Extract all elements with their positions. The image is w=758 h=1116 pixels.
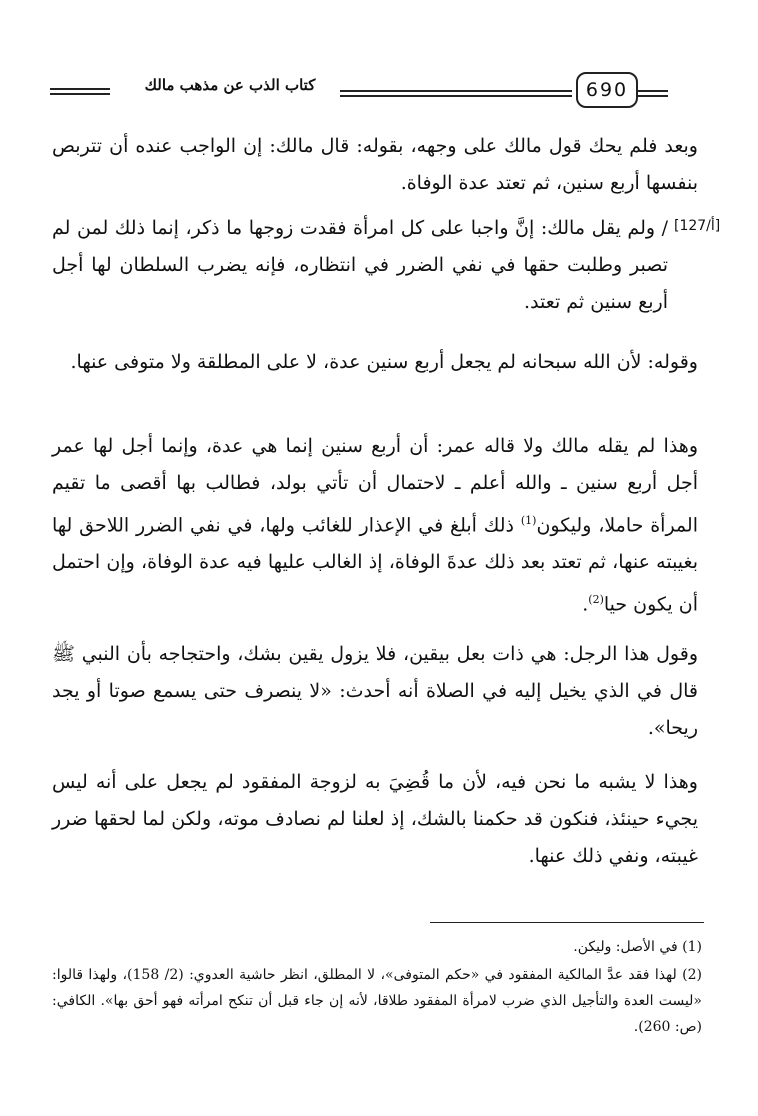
footnote-ref-1: (1): [520, 514, 537, 527]
page-header: [40, 68, 720, 114]
paragraph-1: وبعد فلم يحك قول مالك على وجهه، بقوله: قال مالك: إن الواجب عنده أن تتربص بنفسها أربع سنين، ثم تعتد عدة الوفاة.: [52, 135, 698, 194]
header-ornament-left: [50, 88, 110, 98]
paragraph-4-start: وهذا لم يقله مالك ولا قاله عمر: أن أربع سنين إنما هي عدة، وإنما أجل لها عمر أجل أربع سنين ـ والله أعلم ـ لاحتمال أن تأتي بولد، فطالب بها أقصى ما تقيم المرأة حاملا، وليكون: [52, 435, 698, 537]
paragraph-4-end: ذلك أبلغ في الإعذار للغائب ولها، في نفي الضرر اللاحق لها بغيبته عنها، ثم تعتد بعد ذلك عدةَ الوفاة، إذ الغالب عليها فيه عدة الوفاة، وإن احتمل أن يكون حيا: [52, 514, 698, 616]
header-rule: [340, 90, 572, 100]
footnote-ref-2: (2): [588, 593, 604, 607]
paragraph-6: وهذا لا يشبه ما نحن فيه، لأن ما قُضِيَ به لزوجة المفقود لم يجعل على أنه ليس يجيء حينئذ، فنكون قد حكمنا بالشك، إذ لعلنا لم نصادف موته، ولكن لما لحقها ضرر غيبته، ونفي ذلك عنها.: [52, 771, 698, 867]
paragraph-2: / ولم يقل مالك: إنَّ واجبا على كل امرأة فقدت زوجها ما ذكر، إنما ذلك لمن لم تصبر وطلبت حقها في نفي الضرر في انتظاره، فإنه يضرب السلطان لها أجل أربع سنين ثم تعتد.: [52, 217, 668, 313]
paragraph-4: وهذا لم يقله مالك ولا قاله عمر: أن أربع سنين إنما هي عدة، وإنما أجل لها عمر أجل أربع سنين ـ والله أعلم ـ لاحتمال أن تأتي بولد، فطالب بها أقصى ما تقيم المرأة حاملا، وليكون$^{(1)}$ ذلك أبلغ في الإعذار للغائب ولها، في نفي الضرر اللاحق لها بغيبته عنها، ثم تعتد بعد ذلك عدةَ الوفاة، إذ الغالب عليها فيه عدة الوفاة، وإن احتمل أن يكون حيا$^{(2)}$.: [52, 435, 698, 616]
footnote-1: (1) في الأصل: وليكن.: [573, 939, 702, 955]
header-ornament-right: [638, 90, 668, 100]
running-title: كتاب الذب عن مذهب مالك: [144, 76, 316, 94]
paragraph-5: وقول هذا الرجل: هي ذات بعل بيقين، فلا يزول يقين بشك، واحتجاجه بأن النبي ﷺ قال في الذي يخيل إليه في الصلاة أنه أحدث: «لا ينصرف حتى يسمع صوتا أو يجد ريحا».: [52, 643, 698, 739]
footnote-separator: [430, 922, 704, 923]
footnote-2: (2) لهذا فقد عدَّ المالكية المفقود في «حكم المتوفى»، لا المطلق، انظر حاشية العدوي: (2/ 158)، ولهذا قالوا: «ليست العدة والتأجيل الذي ضرب لامرأة المفقود طلاقا، لأنه إن جاء قبل أن تنكح امرأته فهو أحق بها». الكافي: (ص: 260).: [52, 967, 702, 1035]
page-number: 690: [576, 72, 638, 108]
margin-folio-reference: [127/أ]: [674, 218, 721, 234]
paragraph-3: وقوله: لأن الله سبحانه لم يجعل أربع سنين عدة، لا على المطلقة ولا متوفى عنها.: [70, 351, 698, 373]
